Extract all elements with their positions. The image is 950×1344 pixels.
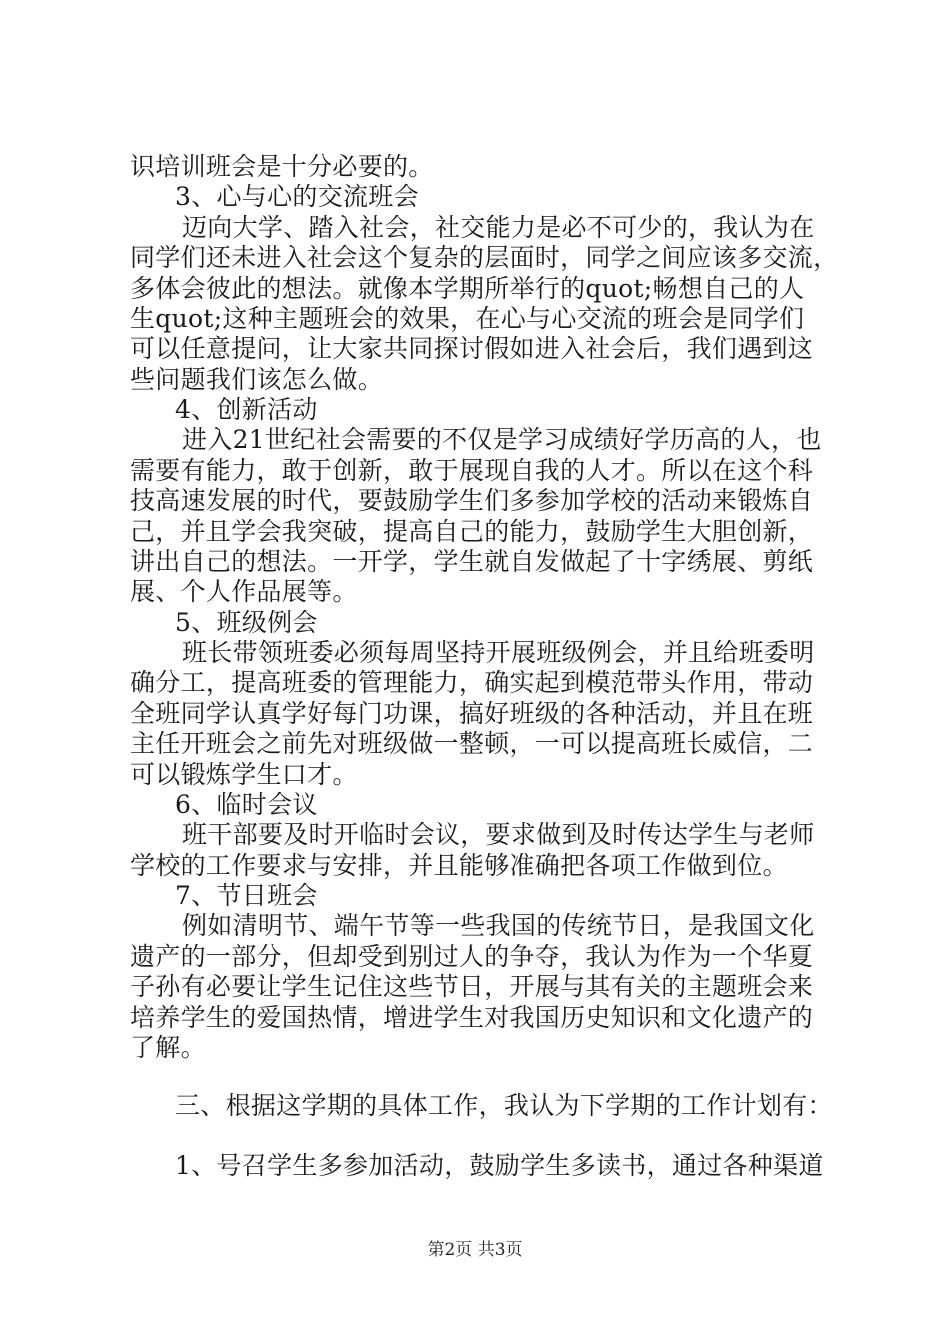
text-line: 己，并且学会我突破，提高自己的能力，鼓励学生大胆创新，	[130, 517, 814, 546]
text-line: 全班同学认真学好每门功课，搞好班级的各种活动，并且在班	[130, 699, 814, 728]
text-line: 些问题我们该怎么做。	[130, 365, 384, 394]
text-line: 可以任意提问，让大家共同探讨假如进入社会后，我们遇到这	[130, 334, 814, 363]
section-heading: 5、班级例会	[175, 608, 318, 637]
text-line: 了解。	[130, 1033, 206, 1062]
text-line: 1、号召学生多参加活动，鼓励学生多读书，通过各种渠道	[175, 1151, 824, 1180]
section-heading: 6、临时会议	[175, 790, 318, 819]
text-line: 技高速发展的时代，要鼓励学生们多参加学校的活动来锻炼自	[130, 486, 814, 515]
text-line: 学校的工作要求与安排，并且能够准确把各项工作做到位。	[130, 851, 788, 880]
section-heading: 3、心与心的交流班会	[175, 182, 419, 211]
text-line: 进入21世纪社会需要的不仅是学习成绩好学历高的人，也	[182, 425, 822, 454]
text-line: 需要有能力，敢于创新，敢于展现自我的人才。所以在这个科	[130, 456, 814, 485]
text-line: 讲出自己的想法。一开学，学生就自发做起了十字绣展、剪纸	[130, 547, 814, 576]
text-line: 多体会彼此的想法。就像本学期所举行的quot;畅想自己的人	[130, 274, 805, 303]
text-line: 遗产的一部分，但却受到别过人的争夺，我认为作为一个华夏	[130, 942, 814, 971]
text-line: 识培训班会是十分必要的。	[130, 152, 434, 181]
text-line: 展、个人作品展等。	[130, 577, 358, 606]
text-line: 班干部要及时开临时会议，要求做到及时传达学生与老师	[182, 820, 815, 849]
text-line: 迈向大学、踏入社会，社交能力是必不可少的，我认为在	[182, 213, 815, 242]
text-line: 确分工，提高班委的管理能力，确实起到模范带头作用，带动	[130, 668, 814, 697]
text-line: 例如清明节、端午节等一些我国的传统节日，是我国文化	[182, 911, 815, 940]
text-line: 同学们还未进入社会这个复杂的层面时，同学之间应该多交流，	[130, 243, 839, 272]
section-heading: 7、节日班会	[175, 881, 318, 910]
text-line: 生quot;这种主题班会的效果，在心与心交流的班会是同学们	[130, 304, 805, 333]
text-line: 子孙有必要让学生记住这些节日，开展与其有关的主题班会来	[130, 972, 814, 1001]
text-line: 班长带领班委必须每周坚持开展班级例会，并且给班委明	[182, 638, 815, 667]
section-heading: 4、创新活动	[175, 395, 318, 424]
text-line: 培养学生的爱国热情，增进学生对我国历史知识和文化遗产的	[130, 1003, 814, 1032]
section-heading: 三、根据这学期的具体工作，我认为下学期的工作计划有：	[175, 1091, 833, 1120]
text-line: 可以锻炼学生口才。	[130, 760, 358, 789]
page-number-footer: 第2页 共3页	[427, 1240, 523, 1260]
text-line: 主任开班会之前先对班级做一整顿，一可以提高班长威信，二	[130, 729, 814, 758]
